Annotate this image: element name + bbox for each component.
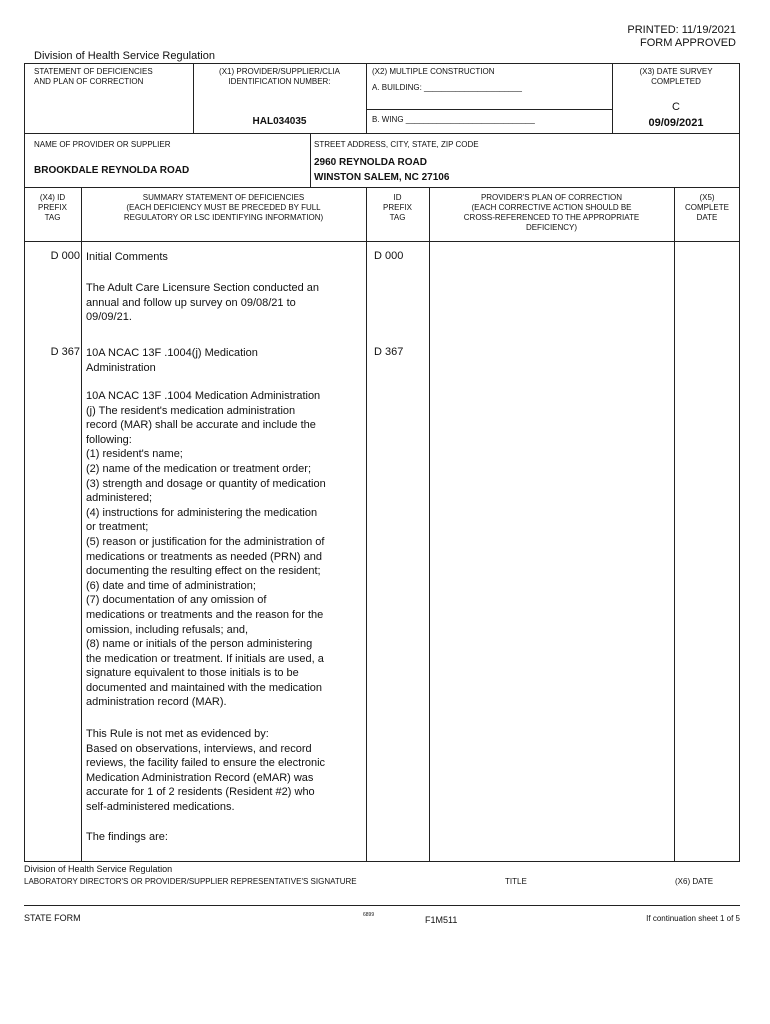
col-summary: SUMMARY STATEMENT OF DEFICIENCIES (EACH DEFICIENCY MUST BE PRECEDED BY FULL REGULATORY OR LSC IDENTIFYING INFORMATION) [123,193,324,222]
divider [674,187,675,862]
form-approved: FORM APPROVED [640,37,736,49]
building-field: A. BUILDING: ______________________ [372,83,522,92]
division-title: Division of Health Service Regulation [34,50,215,62]
form-number-small: 6899 [363,912,375,918]
wing-field: B. WING _____________________________ [372,115,535,124]
survey-date: 09/09/2021 [648,117,704,129]
printed-date: PRINTED: 11/19/2021 [627,24,736,36]
id-tag-d367: D 367 [374,346,404,358]
rule-text: 10A NCAC 13F .1004 Medication Administration (j) The resident's medication administration record (MAR) shall be accurate and include the following: (1) resident's name; (2) name of the medication or treatment order; (3) strength and dosage or quantity of medication administered; (4) instructions for administering the medication or treatment; (5) reason or justification for the administration of medications or treatments as needed (PRN) and documenting the resulting effect on the resident; (6) date and time of administration; (7) documentation of any omission of medications or treatments and the reason for the omission, including refusals; and, (8) name or initials of the person administering the medication or treatment. If initials are used, a signature equivalent to those initials is to be documented and maintained with the medication administration record (MAR). [86,390,326,709]
signature-label: LABORATORY DIRECTOR'S OR PROVIDER/SUPPLIER REPRESENTATIVE'S SIGNATURE [24,877,357,886]
form-code: F1M511 [425,915,458,925]
id-tag-d000: D 000 [374,250,404,262]
intro-paragraph: The Adult Care Licensure Section conducted an annual and follow up survey on 09/08/21 to 09/09/21. [86,282,319,324]
divider [24,905,740,906]
address-label: STREET ADDRESS, CITY, STATE, ZIP CODE [314,140,479,149]
continuation-sheet: If continuation sheet 1 of 5 [646,914,740,923]
state-form: STATE FORM [24,913,81,923]
provider-name: BROOKDALE REYNOLDA ROAD [34,165,190,176]
entry-title: Initial Comments [86,251,168,263]
divider [429,187,430,862]
tag-d367: D 367 [50,346,80,358]
divider [310,133,311,187]
title-label: TITLE [505,877,527,886]
divider [24,187,740,188]
footer-division: Division of Health Service Regulation [24,864,173,874]
address-line1: 2960 REYNOLDA ROAD [314,157,427,168]
x2-label: (X2) MULTIPLE CONSTRUCTION [372,67,495,76]
date-label: (X6) DATE [675,877,714,886]
divider [24,241,740,242]
divider [24,133,740,134]
divider [366,187,367,862]
col-x4: (X4) ID PREFIX TAG [38,193,67,222]
divider [366,63,367,133]
entry-title: 10A NCAC 13F .1004(j) Medication Administration [86,347,258,374]
col-plan: PROVIDER'S PLAN OF CORRECTION (EACH CORRECTIVE ACTION SHOULD BE CROSS-REFERENCED TO THE APPROPRIATE DEFICIENCY) [463,193,640,232]
not-met-text: This Rule is not met as evidenced by: Based on observations, interviews, and record reviews, the facility failed to ensure the electronic Medication Administration Record (eMAR) was accurate for 1 of 2 residents (Resident #2) who self-administered medications. [86,728,326,813]
col-id: ID PREFIX TAG [383,193,412,222]
divider [366,109,612,110]
address-line2: WINSTON SALEM, NC 27106 [314,172,450,183]
provider-id: HAL034035 [252,116,307,127]
statement-label: STATEMENT OF DEFICIENCIES AND PLAN OF CORRECTION [34,67,153,86]
x1-label: (X1) PROVIDER/SUPPLIER/CLIA IDENTIFICATION NUMBER: [219,67,340,86]
survey-code: C [672,101,680,113]
tag-d000: D 000 [50,250,80,262]
provider-label: NAME OF PROVIDER OR SUPPLIER [34,140,171,149]
col-x5: (X5) COMPLETE DATE [684,193,729,222]
divider [81,187,82,862]
findings-text: The findings are: [86,831,168,843]
x3-label: (X3) DATE SURVEY COMPLETED [639,67,713,86]
